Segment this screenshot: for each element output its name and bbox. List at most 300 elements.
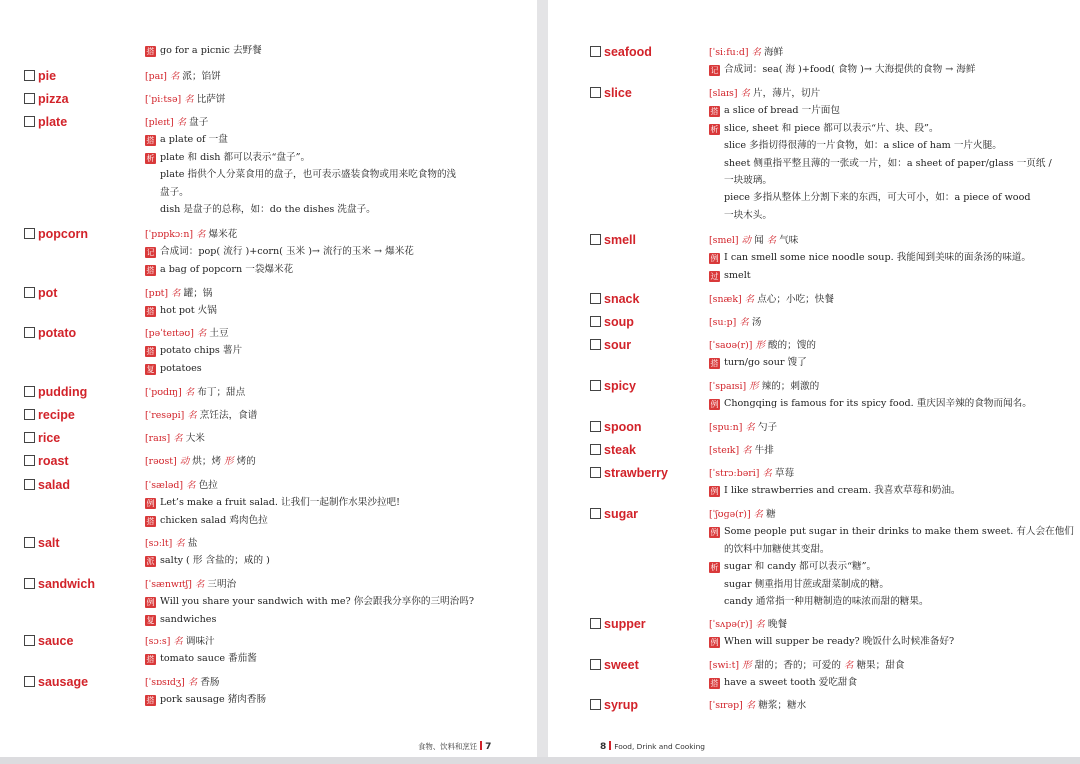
meaning: 糖: [766, 509, 776, 520]
note-text: chicken salad 鸡肉色拉: [160, 514, 268, 526]
headword-text: pudding: [38, 385, 88, 399]
definition-line: [709, 506, 1074, 523]
note-tag-icon: 例: [710, 528, 719, 538]
entry-body: [709, 442, 774, 459]
pronunciation: [ˈsiːfuːd]: [709, 47, 749, 58]
definition-line: [709, 616, 954, 633]
entry-body: [709, 314, 761, 331]
note-text: smelt: [724, 269, 751, 281]
note-continuation: [145, 184, 456, 201]
headword[interactable]: [24, 453, 69, 470]
definition-line: [709, 44, 976, 61]
note-text: 一块木头。: [724, 209, 772, 221]
meaning: 爆米花: [208, 229, 238, 240]
headword-text: seafood: [604, 45, 652, 59]
headword[interactable]: [590, 616, 646, 633]
definition-line: [709, 442, 774, 459]
checkbox-icon[interactable]: [590, 380, 601, 391]
note-text: have a sweet tooth 爱吃甜食: [724, 677, 858, 689]
part-of-speech: 名: [751, 47, 761, 58]
checkbox-icon[interactable]: [24, 578, 35, 589]
footer-section-title: Food, Drink and Cooking: [614, 742, 705, 751]
pronunciation: [ˈsɪrəp]: [709, 700, 743, 711]
headword[interactable]: [24, 384, 87, 401]
note-tag-icon: 析: [710, 124, 719, 134]
part-of-speech: 名: [184, 94, 194, 105]
headword[interactable]: [24, 576, 95, 593]
note-tag-icon: 例: [710, 638, 719, 648]
headword-text: sausage: [38, 675, 89, 689]
headword[interactable]: [24, 633, 73, 650]
headword[interactable]: [24, 535, 60, 552]
entry-body: [145, 453, 256, 470]
definition-line: [145, 325, 242, 342]
note-tag-icon: 过: [710, 271, 719, 281]
page-number: 7: [485, 742, 492, 752]
pronunciation: [slaɪs]: [709, 88, 738, 99]
note-tag-icon: 例: [710, 400, 719, 410]
note-tag-icon: 搭: [146, 655, 155, 665]
part-of-speech: 名: [176, 117, 187, 128]
pronunciation: [sɔːs]: [145, 636, 171, 647]
checkbox-icon[interactable]: [590, 618, 601, 629]
headword-text: slice: [604, 86, 632, 100]
note-text: sandwiches: [160, 613, 217, 625]
note-text: 一块玻璃。: [724, 175, 772, 187]
part-of-speech: 名: [184, 387, 195, 398]
entry-body: [145, 285, 217, 320]
note-line: [145, 302, 217, 319]
note-tag-icon: 例: [146, 499, 155, 509]
definition-line: [145, 114, 456, 131]
note-text: 盘子。: [160, 186, 189, 198]
page-footer-right: [600, 741, 705, 752]
entry-body: [709, 616, 954, 651]
part-of-speech: 名: [194, 579, 205, 590]
note-line: [145, 131, 456, 148]
headword-text: plate: [38, 115, 68, 129]
part-of-speech: 名: [175, 538, 185, 549]
entry-body: [709, 419, 777, 436]
note-tag-icon: 析: [146, 153, 155, 163]
note-text: Will you share your sandwich with me? 你会跟我分享你的三明治吗?: [160, 596, 474, 608]
meaning: 草莓: [774, 468, 795, 479]
note-line: [709, 249, 1031, 266]
checkbox-icon[interactable]: [24, 116, 35, 127]
phrase-text: go for a picnic 去野餐: [160, 45, 262, 56]
note-text: piece 多指从整体上分割下来的东西，可大可小，如：a piece of wood: [724, 192, 1031, 204]
left-page: [0, 0, 537, 764]
note-text: I can smell some nice noodle soup. 我能闻到美味的面条汤的味道。: [724, 252, 1032, 264]
checkbox-icon[interactable]: [24, 228, 35, 239]
checkbox-icon[interactable]: [24, 432, 35, 443]
checkbox-icon[interactable]: [24, 93, 35, 104]
note-tag-icon: 搭: [710, 107, 719, 117]
definition-line: [145, 407, 257, 424]
headword-text: sandwich: [38, 577, 95, 591]
part-of-speech-2: 名: [844, 660, 854, 671]
headword[interactable]: [590, 506, 638, 523]
part-of-speech: 名: [742, 445, 752, 456]
definition-line: [145, 91, 225, 108]
headword[interactable]: [590, 337, 631, 354]
definition-line: [709, 697, 806, 714]
note-text: a bag of popcorn 一袋爆米花: [160, 263, 294, 275]
entry-body: [145, 114, 456, 218]
headword[interactable]: [590, 697, 638, 714]
page-number: 8: [600, 742, 607, 752]
pronunciation: [ˈstrɔːbəri]: [709, 468, 760, 479]
headword[interactable]: [24, 114, 67, 131]
note-text: a slice of bread 一片面包: [724, 105, 840, 117]
pronunciation: [ˈsaʊə(r)]: [709, 340, 753, 351]
checkbox-icon[interactable]: [24, 70, 35, 81]
headword[interactable]: [24, 285, 57, 302]
meaning: 辣的；刺激的: [761, 381, 820, 392]
headword-text: sugar: [604, 507, 639, 521]
part-of-speech: 名: [187, 410, 197, 421]
top-phrase-line: [145, 42, 262, 59]
note-text: dish 是盘子的总称，如：do the dishes 洗盘子。: [160, 204, 376, 216]
pronunciation: [pəˈteɪtəʊ]: [145, 328, 194, 339]
meaning: 盐: [187, 538, 198, 549]
note-line: [709, 354, 816, 371]
part-of-speech: 名: [745, 422, 755, 433]
entry-body: [145, 477, 400, 529]
checkbox-icon[interactable]: [24, 537, 35, 548]
pronunciation: [ˈʃʊɡə(r)]: [709, 509, 751, 520]
note-line: [145, 342, 242, 359]
definition-line: [709, 314, 761, 331]
note-line: [145, 243, 414, 260]
headword[interactable]: [24, 68, 56, 85]
note-line: [709, 523, 1074, 540]
checkbox-icon[interactable]: [24, 327, 35, 338]
meaning: 闻: [754, 235, 764, 246]
note-tag-icon: 搭: [710, 359, 719, 369]
note-text: 合成词：sea( 海 )+food( 食物 )→ 大海提供的食物 → 海鲜: [724, 64, 976, 76]
headword[interactable]: [24, 91, 69, 108]
meaning: 晚餐: [767, 619, 788, 630]
meaning: 汤: [751, 317, 762, 328]
part-of-speech: 名: [744, 294, 755, 305]
headword[interactable]: [590, 314, 634, 331]
meaning: 盘子: [189, 117, 209, 128]
entry-body: [145, 91, 225, 108]
definition-line: [145, 477, 400, 494]
entry-body: [709, 657, 904, 692]
note-text: When will supper be ready? 晚饭什么时候准备好?: [724, 636, 955, 648]
book-gutter: [537, 0, 548, 764]
note-tag-icon: 搭: [146, 696, 155, 706]
phrase-tag-icon: 搭: [146, 47, 155, 56]
pronunciation: [snæk]: [709, 294, 742, 305]
checkbox-icon[interactable]: [24, 479, 35, 490]
note-line: [145, 494, 400, 511]
entry-body: [709, 337, 816, 372]
definition-line: [709, 657, 904, 674]
headword-text: rice: [38, 431, 61, 445]
headword[interactable]: [24, 325, 76, 342]
note-text: turn/go sour 馊了: [724, 357, 807, 369]
pronunciation: [raɪs]: [145, 433, 171, 444]
pronunciation: [ˈpiːtsə]: [145, 94, 182, 105]
headword[interactable]: [590, 44, 652, 61]
note-tag-icon: 搭: [146, 136, 155, 146]
meaning: 三明治: [207, 579, 237, 590]
note-continuation: [709, 576, 1074, 593]
headword[interactable]: [590, 419, 642, 436]
note-text: 合成词：pop( 流行 )+corn( 玉米 )→ 流行的玉米 → 爆米花: [160, 246, 414, 258]
checkbox-icon[interactable]: [24, 455, 35, 466]
checkbox-icon[interactable]: [590, 87, 601, 98]
entry-body: [709, 697, 806, 714]
meaning: 香肠: [200, 677, 220, 688]
part-of-speech: 名: [171, 288, 181, 299]
definition-line: [145, 68, 221, 85]
headword-text: steak: [604, 443, 636, 457]
definition-line: [709, 85, 1052, 102]
definition-line: [145, 430, 205, 447]
checkbox-icon[interactable]: [24, 409, 35, 420]
pronunciation: [ˈsæləd]: [145, 480, 184, 491]
pronunciation: [pleɪt]: [145, 117, 174, 128]
checkbox-icon[interactable]: [590, 339, 601, 350]
pronunciation: [spuːn]: [709, 422, 743, 433]
note-line: [709, 102, 1052, 119]
meaning: 色拉: [198, 480, 218, 491]
note-line: [145, 261, 414, 278]
headword-text: spicy: [604, 379, 636, 393]
headword-text: snack: [604, 292, 640, 306]
headword-text: pot: [38, 286, 58, 300]
note-text: plate 和 dish 都可以表示“盘子”。: [160, 151, 311, 163]
note-text: sugar 和 candy 都可以表示“糖”。: [724, 561, 877, 573]
part-of-speech: 名: [196, 328, 207, 339]
meaning: 片，薄片，切片: [753, 88, 821, 99]
entry-body: [709, 465, 961, 500]
pronunciation: [ˈpɒpkɔːn]: [145, 229, 194, 240]
note-tag-icon: 析: [710, 563, 719, 573]
note-continuation: [709, 541, 1074, 558]
checkbox-icon[interactable]: [24, 287, 35, 298]
definition-line: [709, 232, 1031, 249]
note-tag-icon: 搭: [146, 265, 155, 275]
headword[interactable]: [590, 657, 639, 674]
checkbox-icon[interactable]: [590, 293, 601, 304]
part-of-speech: 形: [749, 381, 759, 392]
note-text: sugar 侧重指用甘蔗或甜菜制成的糖。: [724, 578, 889, 590]
part-of-speech: 动: [741, 235, 752, 246]
meaning: 土豆: [209, 328, 229, 339]
headword[interactable]: [590, 291, 639, 308]
headword[interactable]: [24, 674, 88, 691]
definition-line: [709, 465, 961, 482]
note-tag-icon: 例: [146, 598, 155, 608]
part-of-speech: 名: [187, 677, 198, 688]
note-tag-icon: 复: [146, 615, 155, 625]
checkbox-icon[interactable]: [590, 508, 601, 519]
definition-line: [709, 291, 834, 308]
checkbox-icon[interactable]: [24, 386, 35, 397]
pronunciation: [ˈsʌpə(r)]: [709, 619, 753, 630]
note-text: slice 多指切得很薄的一片食物，如：a slice of ham 一片火腿。: [724, 140, 1002, 152]
headword-text: sauce: [38, 634, 74, 648]
pronunciation: [swiːt]: [709, 660, 740, 671]
checkbox-icon[interactable]: [24, 676, 35, 687]
note-text: Some people put sugar in their drinks to make them sweet. 有人会在他们: [724, 526, 1074, 538]
definition-line: [709, 337, 816, 354]
part-of-speech: 名: [173, 636, 183, 647]
note-continuation: [709, 593, 1074, 610]
headword-text: sour: [604, 338, 632, 352]
definition-line: [709, 419, 777, 436]
note-line: [145, 552, 270, 569]
headword-text: salt: [38, 536, 60, 550]
note-text: Let’s make a fruit salad. 让我们一起制作水果沙拉吧!: [160, 497, 400, 509]
note-tag-icon: 记: [710, 66, 719, 76]
entry-body: [145, 674, 266, 709]
note-line: [709, 482, 961, 499]
note-text: 的饮料中加糖使其变甜。: [724, 543, 830, 555]
note-line: [145, 512, 400, 529]
page-footer-left: [418, 741, 491, 752]
note-line: [709, 61, 976, 78]
pronunciation: [ˈsɒsɪdʒ]: [145, 677, 185, 688]
headword-text: syrup: [604, 698, 639, 712]
entry-body: [145, 68, 221, 85]
meaning: 烹饪法，食谱: [199, 410, 258, 421]
entry-body: [145, 407, 257, 424]
note-tag-icon: 搭: [710, 679, 719, 689]
definition-line: [145, 226, 414, 243]
meaning: 海鲜: [764, 47, 784, 58]
pronunciation: [sɔːlt]: [145, 538, 173, 549]
checkbox-icon[interactable]: [590, 234, 601, 245]
note-continuation: [709, 155, 1052, 172]
part-of-speech: 名: [196, 229, 206, 240]
meaning: 罐；锅: [183, 288, 213, 299]
meaning: 比萨饼: [196, 94, 226, 105]
checkbox-icon[interactable]: [590, 699, 601, 710]
headword[interactable]: [590, 442, 636, 459]
part-of-speech: 名: [740, 88, 750, 99]
headword[interactable]: [24, 226, 88, 243]
part-of-speech: 名: [755, 619, 765, 630]
headword-text: sweet: [604, 658, 639, 672]
checkbox-icon[interactable]: [590, 444, 601, 455]
note-text: plate 指供个人分菜食用的盘子，也可表示盛装食物或用来吃食物的浅: [160, 169, 457, 181]
part-of-speech: 形: [742, 660, 752, 671]
checkbox-icon[interactable]: [590, 467, 601, 478]
headword[interactable]: [590, 378, 636, 395]
entry-body: [145, 325, 242, 377]
headword[interactable]: [590, 465, 668, 482]
note-text: candy 通常指一种用糖制造的味浓而甜的糖果。: [724, 596, 929, 608]
definition-line: [145, 285, 217, 302]
note-tag-icon: 派: [146, 557, 155, 567]
note-tag-icon: 搭: [146, 347, 155, 357]
note-line: [145, 691, 266, 708]
meaning: 大米: [185, 433, 205, 444]
pronunciation: [steɪk]: [709, 445, 740, 456]
pronunciation: [rəʊst]: [145, 456, 177, 467]
checkbox-icon[interactable]: [590, 46, 601, 57]
checkbox-icon[interactable]: [590, 421, 601, 432]
checkbox-icon[interactable]: [590, 659, 601, 670]
note-line: [709, 267, 1031, 284]
part-of-speech: 名: [762, 468, 772, 479]
checkbox-icon[interactable]: [590, 316, 601, 327]
note-line: [145, 593, 474, 610]
pronunciation: [paɪ]: [145, 71, 167, 82]
note-text: hot pot 火锅: [160, 305, 217, 317]
headword[interactable]: [590, 232, 636, 249]
headword-text: spoon: [604, 420, 642, 434]
headword[interactable]: [24, 477, 70, 494]
meaning: 调味汁: [185, 636, 215, 647]
headword-text: recipe: [38, 408, 75, 422]
entry-body: [709, 232, 1031, 284]
entry-body: [145, 576, 474, 628]
note-line: [145, 149, 456, 166]
part-of-speech-2: 名: [766, 235, 777, 246]
note-text: slice, sheet 和 piece 都可以表示“片、块、段”。: [724, 122, 939, 134]
note-continuation: [145, 166, 456, 183]
headword[interactable]: [24, 430, 60, 447]
note-text: potatoes: [160, 362, 202, 374]
note-text: sheet 侧重指平整且薄的一张或一片，如：a sheet of paper/glass 一页纸 /: [724, 157, 1052, 169]
note-tag-icon: 例: [710, 487, 719, 497]
meaning: 勺子: [757, 422, 778, 433]
meaning: 甜的；香的；可爱的: [754, 660, 841, 671]
footer-section-title: 食物、饮料和烹饪: [418, 742, 478, 751]
headword-text: potato: [38, 326, 77, 340]
note-text: potato chips 薯片: [160, 345, 243, 357]
headword[interactable]: [590, 85, 632, 102]
note-text: Chongqing is famous for its spicy food. 重庆因辛辣的食物而闻名。: [724, 398, 1032, 410]
headword-text: soup: [604, 315, 634, 329]
pronunciation: [ˈpʊdɪŋ]: [145, 387, 182, 398]
checkbox-icon[interactable]: [24, 635, 35, 646]
part-of-speech: 名: [169, 71, 180, 82]
meaning-2: 烤的: [236, 456, 256, 467]
entry-body: [145, 430, 205, 447]
part-of-speech: 名: [745, 700, 756, 711]
note-continuation: [709, 137, 1052, 154]
meaning: 布丁；甜点: [197, 387, 246, 398]
definition-line: [709, 378, 1032, 395]
right-page: [548, 0, 1080, 764]
meaning: 酸的；馊的: [767, 340, 816, 351]
note-line: [709, 395, 1032, 412]
note-continuation: [145, 201, 456, 218]
pronunciation: [ˈsænwɪtʃ]: [145, 579, 192, 590]
part-of-speech-2: 形: [224, 456, 234, 467]
meaning: 派；馅饼: [182, 71, 221, 82]
pronunciation: [suːp]: [709, 317, 737, 328]
part-of-speech: 名: [173, 433, 183, 444]
bottom-scroll-strip: [0, 757, 1080, 764]
note-line: [145, 360, 242, 377]
headword[interactable]: [24, 407, 75, 424]
headword-text: popcorn: [38, 227, 88, 241]
note-text: a plate of 一盘: [160, 134, 228, 146]
headword-text: supper: [604, 617, 646, 631]
note-tag-icon: 搭: [146, 307, 155, 317]
meaning-2: 气味: [779, 235, 799, 246]
part-of-speech: 动: [179, 456, 190, 467]
